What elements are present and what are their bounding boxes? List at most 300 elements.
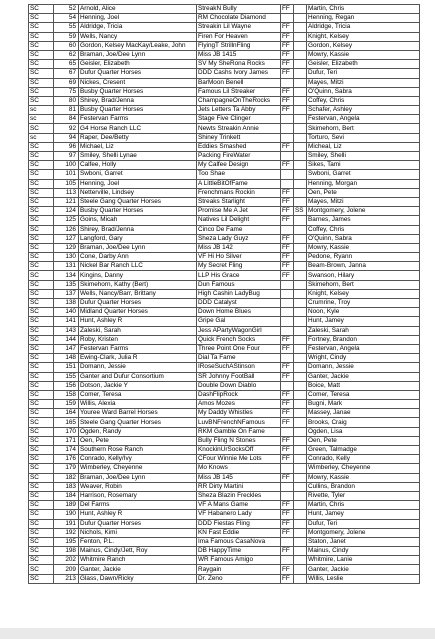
owner-cell: Smiley, Shelli Lynae xyxy=(79,152,197,161)
entry-number-cell: 159 xyxy=(54,400,79,409)
ff-flag-cell: FF xyxy=(281,390,294,399)
table-row xyxy=(29,317,420,326)
table-row xyxy=(29,106,420,115)
ff-flag-cell xyxy=(281,152,294,161)
owner-cell: Youree Ward Barrel Horses xyxy=(79,409,197,418)
owner-cell: Nickes, Cresent xyxy=(79,78,197,87)
ss-flag-cell xyxy=(294,32,307,41)
class-cell: SC xyxy=(29,124,54,133)
horse-name-cell: VF Habanero Lady xyxy=(197,510,281,519)
horse-name-cell: KN Fast Eddie xyxy=(197,528,281,537)
entry-number-cell: 141 xyxy=(54,317,79,326)
ss-flag-cell xyxy=(294,234,307,243)
ff-flag-cell: FF xyxy=(281,234,294,243)
rider-cell: Swboni, Garret xyxy=(307,170,420,179)
ff-flag-cell: FF xyxy=(281,418,294,427)
horse-name-cell: Gripe Gal xyxy=(197,317,281,326)
table-row xyxy=(29,133,420,142)
ss-flag-cell xyxy=(294,280,307,289)
table-row xyxy=(29,400,420,409)
ss-flag-cell xyxy=(294,5,307,14)
ff-flag-cell xyxy=(281,299,294,308)
owner-cell: Midland Quarter Horses xyxy=(79,308,197,317)
horse-name-cell: SR Johnny FootBall xyxy=(197,372,281,381)
entry-number-cell: 127 xyxy=(54,234,79,243)
ff-flag-cell xyxy=(281,14,294,23)
entry-number-cell: 179 xyxy=(54,464,79,473)
horse-name-cell: Promise Me A Jet xyxy=(197,207,281,216)
entry-number-cell: 140 xyxy=(54,308,79,317)
entry-number-cell: 69 xyxy=(54,78,79,87)
class-cell: SC xyxy=(29,78,54,87)
ff-flag-cell: FF xyxy=(281,69,294,78)
table-row xyxy=(29,69,420,78)
table-row xyxy=(29,50,420,59)
table-row xyxy=(29,78,420,87)
class-cell: SC xyxy=(29,326,54,335)
table-row xyxy=(29,289,420,298)
rider-cell: Ganter, Jackie xyxy=(307,565,420,574)
ff-flag-cell xyxy=(281,537,294,546)
class-cell: SC xyxy=(29,547,54,556)
ss-flag-cell xyxy=(294,326,307,335)
entry-number-cell: 176 xyxy=(54,455,79,464)
entry-number-cell: 62 xyxy=(54,50,79,59)
entry-number-cell: 202 xyxy=(54,556,79,565)
class-cell: SC xyxy=(29,409,54,418)
entry-number-cell: 92 xyxy=(54,124,79,133)
entry-number-cell: 59 xyxy=(54,32,79,41)
ss-flag-cell xyxy=(294,69,307,78)
ff-flag-cell: FF xyxy=(281,335,294,344)
horse-name-cell: My Secret Fling xyxy=(197,262,281,271)
ss-flag-cell xyxy=(294,547,307,556)
owner-cell: Skimehorn, Kathy (Bert) xyxy=(79,280,197,289)
rider-cell: Crumrine, Troy xyxy=(307,299,420,308)
horse-name-cell: Packing FireWater xyxy=(197,152,281,161)
rider-cell: Ganter, Jackie xyxy=(307,372,420,381)
owner-cell: Ganter and Dufur Consortium xyxy=(79,372,197,381)
horse-name-cell: IRoseSuchAStinson xyxy=(197,363,281,372)
owner-cell: Henning, Joel xyxy=(79,14,197,23)
class-cell: SC xyxy=(29,372,54,381)
horse-name-cell: Newts Streakin Annie xyxy=(197,124,281,133)
ff-flag-cell: FF xyxy=(281,528,294,537)
owner-cell: Zaleski, Sarah xyxy=(79,326,197,335)
rider-cell: Wright, Cindy xyxy=(307,354,420,363)
ff-flag-cell xyxy=(281,289,294,298)
ss-flag-cell xyxy=(294,409,307,418)
table-row xyxy=(29,60,420,69)
table-row xyxy=(29,14,420,23)
owner-cell: Langford, Gary xyxy=(79,234,197,243)
horse-name-cell: RKM Gamble On Fame xyxy=(197,427,281,436)
owner-cell: Del Farms xyxy=(79,501,197,510)
table-row xyxy=(29,243,420,252)
rider-cell: Mowry, Kassie xyxy=(307,50,420,59)
owner-cell: Busby Quarter Horses xyxy=(79,106,197,115)
horse-name-cell: Sheza Lady Guyz xyxy=(197,234,281,243)
entry-number-cell: 165 xyxy=(54,418,79,427)
horse-name-cell: Natives Lil Delight xyxy=(197,216,281,225)
ss-flag-cell xyxy=(294,446,307,455)
owner-cell: Conrado, Kelly/Ivy xyxy=(79,455,197,464)
class-cell: SC xyxy=(29,170,54,179)
horse-name-cell: Down Home Blues xyxy=(197,308,281,317)
rider-cell: Coffey, Chris xyxy=(307,225,420,234)
ss-flag-cell xyxy=(294,537,307,546)
horse-name-cell: DDD Catalyst xyxy=(197,299,281,308)
entry-number-cell: 189 xyxy=(54,501,79,510)
class-cell: SC xyxy=(29,225,54,234)
ss-flag-cell xyxy=(294,565,307,574)
class-cell: SC xyxy=(29,243,54,252)
class-cell: SC xyxy=(29,455,54,464)
rider-cell: Coffey, Chris xyxy=(307,96,420,105)
horse-name-cell: Stage Five Clinger xyxy=(197,115,281,124)
owner-cell: Ganter, Jackie xyxy=(79,565,197,574)
entry-number-cell: 113 xyxy=(54,188,79,197)
owner-cell: Whitmire Ranch xyxy=(79,556,197,565)
owner-cell: Henning, Joel xyxy=(79,179,197,188)
rider-cell: Boice, Matt xyxy=(307,381,420,390)
class-cell: SC xyxy=(29,482,54,491)
horse-name-cell: Amos Mozes xyxy=(197,400,281,409)
horse-name-cell: Three Point One Four xyxy=(197,344,281,353)
class-cell: SC xyxy=(29,427,54,436)
table-row xyxy=(29,381,420,390)
table-row xyxy=(29,299,420,308)
ss-flag-cell xyxy=(294,455,307,464)
entry-number-cell: 198 xyxy=(54,547,79,556)
class-cell: SC xyxy=(29,271,54,280)
owner-cell: Michael, Liz xyxy=(79,142,197,151)
class-cell: SC xyxy=(29,446,54,455)
table-row xyxy=(29,170,420,179)
horse-name-cell: DDD Fiestas Fling xyxy=(197,519,281,528)
ff-flag-cell xyxy=(281,78,294,87)
entry-number-cell: 100 xyxy=(54,161,79,170)
table-row xyxy=(29,363,420,372)
table-row xyxy=(29,115,420,124)
class-cell: SC xyxy=(29,289,54,298)
owner-cell: Ogden, Randy xyxy=(79,427,197,436)
ss-flag-cell xyxy=(294,501,307,510)
entry-number-cell: 124 xyxy=(54,207,79,216)
entry-table xyxy=(28,4,420,584)
table-row xyxy=(29,152,420,161)
horse-name-cell: Double Down Diablo xyxy=(197,381,281,390)
rider-cell: Skimehorn, Bert xyxy=(307,280,420,289)
ss-flag-cell xyxy=(294,96,307,105)
horse-name-cell: Too Shae xyxy=(197,170,281,179)
ff-flag-cell xyxy=(281,179,294,188)
rider-cell: Festervan, Angela xyxy=(307,344,420,353)
entry-number-cell: 158 xyxy=(54,390,79,399)
class-cell: SC xyxy=(29,253,54,262)
owner-cell: Braman, Joe/Dee Lynn xyxy=(79,473,197,482)
entry-number-cell: 182 xyxy=(54,473,79,482)
ff-flag-cell: FF xyxy=(281,216,294,225)
rider-cell: Montgomery, Jolene xyxy=(307,528,420,537)
entry-number-cell: 183 xyxy=(54,482,79,491)
rider-cell: Martin, Chris xyxy=(307,5,420,14)
table-row xyxy=(29,565,420,574)
horse-name-cell: Firen For Heaven xyxy=(197,32,281,41)
owner-cell: Steele Gang Quarter Horses xyxy=(79,197,197,206)
class-cell: sc xyxy=(29,133,54,142)
table-row xyxy=(29,280,420,289)
horse-name-cell: Streaks Starlight xyxy=(197,197,281,206)
ss-flag-cell xyxy=(294,491,307,500)
class-cell: SC xyxy=(29,32,54,41)
owner-cell: Harrison, Rosemary xyxy=(79,491,197,500)
table-row xyxy=(29,528,420,537)
rider-cell: Mayes, Mitzi xyxy=(307,197,420,206)
class-cell: SC xyxy=(29,5,54,14)
owner-cell: Busby Quarter Horses xyxy=(79,207,197,216)
ss-flag-cell xyxy=(294,400,307,409)
horse-name-cell: RM Chocolate Diamond xyxy=(197,14,281,23)
entry-number-cell: 164 xyxy=(54,409,79,418)
rider-cell: Torturo, Sevi xyxy=(307,133,420,142)
table-row xyxy=(29,390,420,399)
ff-flag-cell: FF xyxy=(281,60,294,69)
class-cell: SC xyxy=(29,197,54,206)
ff-flag-cell: FF xyxy=(281,501,294,510)
table-row xyxy=(29,96,420,105)
owner-cell: Oen, Pete xyxy=(79,436,197,445)
ss-flag-cell xyxy=(294,299,307,308)
rider-cell: Montgomery, Jolene xyxy=(307,207,420,216)
table-row xyxy=(29,464,420,473)
horse-name-cell: Raygain xyxy=(197,565,281,574)
table-row xyxy=(29,207,420,216)
ss-flag-cell xyxy=(294,170,307,179)
horse-name-cell: DashFlipRock xyxy=(197,390,281,399)
ss-flag-cell xyxy=(294,482,307,491)
owner-cell: Arnold, Alice xyxy=(79,5,197,14)
table-row xyxy=(29,308,420,317)
table-row xyxy=(29,188,420,197)
owner-cell: Steele Gang Quarter Horses xyxy=(79,418,197,427)
horse-name-cell: SV My SheRona Rocks xyxy=(197,60,281,69)
owner-cell: Domann, Jessie xyxy=(79,363,197,372)
table-row xyxy=(29,556,420,565)
horse-name-cell: Cinco De Fame xyxy=(197,225,281,234)
ss-flag-cell xyxy=(294,317,307,326)
entry-number-cell: 75 xyxy=(54,87,79,96)
owner-cell: Wells, Nancy xyxy=(79,32,197,41)
owner-cell: Dufur Quarter Horses xyxy=(79,69,197,78)
owner-cell: Nichols, Kimi xyxy=(79,528,197,537)
ff-flag-cell: FF xyxy=(281,400,294,409)
class-cell: SC xyxy=(29,381,54,390)
rider-cell: Zaleski, Sarah xyxy=(307,326,420,335)
rider-cell: Brooks, Craig xyxy=(307,418,420,427)
ff-flag-cell: FF xyxy=(281,87,294,96)
ss-flag-cell xyxy=(294,556,307,565)
table-row xyxy=(29,161,420,170)
ff-flag-cell: FF xyxy=(281,446,294,455)
rider-cell: Conrado, Kelly xyxy=(307,455,420,464)
horse-name-cell: Dr. Zeno xyxy=(197,574,281,583)
entry-list-sheet xyxy=(28,4,419,584)
table-row xyxy=(29,455,420,464)
horse-name-cell: Dun Famous xyxy=(197,280,281,289)
owner-cell: Ewing-Clark, Julia R xyxy=(79,354,197,363)
rider-cell: Smiley, Shelli xyxy=(307,152,420,161)
owner-cell: Festervan Farms xyxy=(79,115,197,124)
ff-flag-cell: FF xyxy=(281,262,294,271)
ss-flag-cell xyxy=(294,124,307,133)
entry-number-cell: 156 xyxy=(54,381,79,390)
owner-cell: Hunt, Ashley R xyxy=(79,317,197,326)
ff-flag-cell: FF xyxy=(281,50,294,59)
table-row xyxy=(29,32,420,41)
entry-number-cell: 144 xyxy=(54,335,79,344)
entry-number-cell: 213 xyxy=(54,574,79,583)
class-cell: SC xyxy=(29,280,54,289)
class-cell: SC xyxy=(29,436,54,445)
ss-flag-cell xyxy=(294,519,307,528)
ff-flag-cell xyxy=(281,556,294,565)
table-row xyxy=(29,519,420,528)
horse-name-cell: LLP His Grace xyxy=(197,271,281,280)
owner-cell: Raper, Dee/Betty xyxy=(79,133,197,142)
ss-flag-cell xyxy=(294,271,307,280)
table-row xyxy=(29,41,420,50)
class-cell: sc xyxy=(29,115,54,124)
horse-name-cell: Sheza Blazin Freckles xyxy=(197,491,281,500)
class-cell: SC xyxy=(29,308,54,317)
ff-flag-cell: FF xyxy=(281,142,294,151)
horse-name-cell: Mo Knows xyxy=(197,464,281,473)
owner-cell: Cone, Darby Ann xyxy=(79,253,197,262)
class-cell: SC xyxy=(29,50,54,59)
entry-number-cell: 101 xyxy=(54,170,79,179)
entry-number-cell: 94 xyxy=(54,133,79,142)
table-row xyxy=(29,354,420,363)
class-cell: SC xyxy=(29,501,54,510)
owner-cell: Shirey, Brad/Jenna xyxy=(79,96,197,105)
owner-cell: G4 Horse Ranch LLC xyxy=(79,124,197,133)
entry-number-cell: 190 xyxy=(54,510,79,519)
horse-name-cell: Famous Lil Streaker xyxy=(197,87,281,96)
ss-flag-cell xyxy=(294,427,307,436)
ff-flag-cell: FF xyxy=(281,5,294,14)
rider-cell: Domann, Jessie xyxy=(307,363,420,372)
ff-flag-cell: FF xyxy=(281,574,294,583)
ff-flag-cell: FF xyxy=(281,197,294,206)
owner-cell: Wells, Nancy/Barr, Brittany xyxy=(79,289,197,298)
ss-flag-cell xyxy=(294,161,307,170)
horse-name-cell: LuvBNFrenchNFamous xyxy=(197,418,281,427)
owner-cell: Nickel Bar Ranch LLC xyxy=(79,262,197,271)
ff-flag-cell xyxy=(281,170,294,179)
rider-cell: Mayes, Mitzi xyxy=(307,78,420,87)
owner-cell: Aldridge, Tricia xyxy=(79,23,197,32)
table-row xyxy=(29,482,420,491)
ff-flag-cell: FF xyxy=(281,409,294,418)
horse-name-cell: My Calfee Design xyxy=(197,161,281,170)
entry-number-cell: 67 xyxy=(54,69,79,78)
ff-flag-cell xyxy=(281,115,294,124)
owner-cell: Comer, Teresa xyxy=(79,390,197,399)
ff-flag-cell xyxy=(281,491,294,500)
owner-cell: Calfee, Holly xyxy=(79,161,197,170)
class-cell: SC xyxy=(29,262,54,271)
ss-flag-cell xyxy=(294,464,307,473)
horse-name-cell: VF Hi Ho Silver xyxy=(197,253,281,262)
ff-flag-cell: FF xyxy=(281,23,294,32)
ss-flag-cell xyxy=(294,14,307,23)
ss-flag-cell xyxy=(294,152,307,161)
table-row xyxy=(29,216,420,225)
ss-flag-cell xyxy=(294,188,307,197)
table-row xyxy=(29,335,420,344)
entry-number-cell: 143 xyxy=(54,326,79,335)
ff-flag-cell xyxy=(281,427,294,436)
class-cell: SC xyxy=(29,400,54,409)
entry-number-cell: 130 xyxy=(54,253,79,262)
table-row xyxy=(29,124,420,133)
horse-name-cell: BarMoon Benell xyxy=(197,78,281,87)
entry-number-cell: 155 xyxy=(54,372,79,381)
ff-flag-cell: FF xyxy=(281,510,294,519)
rider-cell: Willis, Leslie xyxy=(307,574,420,583)
ff-flag-cell: FF xyxy=(281,271,294,280)
ff-flag-cell: FF xyxy=(281,565,294,574)
owner-cell: Festervan Farms xyxy=(79,344,197,353)
owner-cell: Wimberley, Cheyenne xyxy=(79,464,197,473)
owner-cell: Gordon, Kelsey MacKay/Leake, John xyxy=(79,41,197,50)
rider-cell: Noon, Kyle xyxy=(307,308,420,317)
entry-number-cell: 96 xyxy=(54,142,79,151)
ss-flag-cell xyxy=(294,289,307,298)
table-row xyxy=(29,197,420,206)
horse-name-cell: Streakin Lil Wayne xyxy=(197,23,281,32)
owner-cell: Goins, Micah xyxy=(79,216,197,225)
ss-flag-cell xyxy=(294,262,307,271)
entry-number-cell: 134 xyxy=(54,271,79,280)
table-row xyxy=(29,372,420,381)
class-cell: SC xyxy=(29,216,54,225)
ff-flag-cell: FF xyxy=(281,243,294,252)
ss-flag-cell xyxy=(294,41,307,50)
rider-cell: Dufur, Teri xyxy=(307,519,420,528)
class-cell: SC xyxy=(29,519,54,528)
entry-number-cell: 125 xyxy=(54,216,79,225)
entry-rows xyxy=(29,5,420,584)
ss-flag-cell xyxy=(294,308,307,317)
entry-number-cell: 184 xyxy=(54,491,79,500)
entry-number-cell: 131 xyxy=(54,262,79,271)
table-row xyxy=(29,253,420,262)
ss-flag-cell xyxy=(294,243,307,252)
ss-flag-cell xyxy=(294,115,307,124)
ss-flag-cell xyxy=(294,381,307,390)
ff-flag-cell xyxy=(281,482,294,491)
horse-name-cell: High Cashin LadyBug xyxy=(197,289,281,298)
ss-flag-cell xyxy=(294,473,307,482)
horse-name-cell: Eddies Smashed xyxy=(197,142,281,151)
class-cell: SC xyxy=(29,363,54,372)
ss-flag-cell xyxy=(294,216,307,225)
horse-name-cell: Bully Fling N Stones xyxy=(197,436,281,445)
rider-cell: O'Quinn, Sabra xyxy=(307,234,420,243)
rider-cell: Martin, Chris xyxy=(307,501,420,510)
